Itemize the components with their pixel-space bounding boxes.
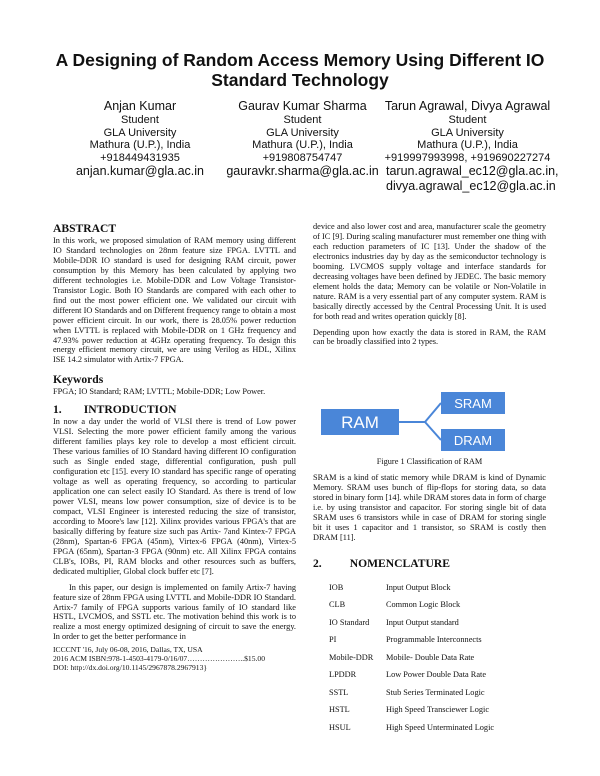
abbr-cell: LPDDR [329,670,357,680]
author-location: Mathura (U.P.), India [89,139,191,152]
abbr-cell: Mobile-DDR [329,652,374,662]
meaning-cell: Input Output standard [386,617,459,627]
meaning-cell: Programmable Interconnects [386,635,482,645]
table-row [329,649,494,667]
author-location: Mathura (U.P.), India [252,139,353,152]
author-email[interactable]: tarun.agrawal_ec12@gla.ac.in, [386,164,559,179]
meaning-cell: Mobile- Double Data Rate [386,652,475,662]
meaning-cell: Stub Series Terminated Logic [386,687,485,697]
ram-diagram [313,355,546,455]
author-phone: +918449431935 [100,151,180,164]
author-university: GLA University [103,126,177,139]
keywords-text: FPGA; IO Standard; RAM; LVTTL; Mobile-DDR; Low Power. [53,387,266,397]
nomenclature-table [329,579,494,737]
abbr-cell: PI [329,635,337,645]
section-title: NOMENCLATURE [349,557,450,571]
sram-node-label: SRAM [454,396,492,412]
abbr-cell: CLB [329,600,346,610]
author-phone: +919997993998, +919690227274 [384,151,551,164]
author-university: GLA University [266,126,339,139]
footnote-line: 2016 ACM ISBN:978-1-4503-4179-0/16/07…………………..$15.00 [53,654,265,664]
meaning-cell: Common Logic Block [386,600,461,610]
abbr-cell: HSTL [329,705,350,715]
intro-paragraph: In this paper, our design is implemented on family Artix-7 having feature size of 28nm FPGA using LVTTL and Mobile-DDR IO Standard. Artix-7 family of FPGA supports various family of IO standard like HSTL, LVCMOS, and SSTL etc. The motivation behind this work is to realize a most energy optimized designing of circuit to save the energy. In order to get the better performance in [53,582,296,642]
left-column [53,222,296,672]
abstract-heading: ABSTRACT [53,222,117,235]
author-name: Anjan Kumar [103,99,177,113]
table-row [329,719,494,737]
table-row [329,597,494,615]
abbr-cell: IOB [329,582,344,592]
table-row [329,667,494,685]
ram-classification-figure [313,355,546,455]
author-email[interactable]: anjan.kumar@gla.ac.in [75,164,205,179]
meaning-cell: Input Output Block [386,582,451,592]
table-row [329,702,494,720]
author-location: Mathura (U.P.), India [417,139,518,152]
table-row [329,632,494,650]
footnote [53,645,296,672]
table-row [329,684,494,702]
author-role: Student [283,114,322,126]
author-block-2 [220,99,385,179]
footnote-line: ICCCNT '16, July 06-08, 2016, Dallas, TX, USA [53,645,203,655]
body-paragraph: Depending upon how exactly the data is stored in RAM, the RAM can be broadly classified into 2 types. [313,327,546,347]
section-number: 1. [53,403,62,417]
connector-line [425,403,441,422]
author-name: Tarun Agrawal, Divya Agrawal [384,99,551,113]
table-row [329,579,494,597]
author-email[interactable]: gauravkr.sharma@gla.ac.in [226,164,379,179]
paper-title: A Designing of Random Access Memory Using Different IO Standard Technology [55,50,545,90]
body-paragraph: device and also lower cost and area, manufacturer scale the geometry of IC [9]. During scaling manufacturer must remember one thing with each reduction parameters of IC [13]. Under the shadow of the electronics industries day by day as the semiconductor technology is booming. LVCMOS supply voltage and interface standards for decreasing voltages have been defined by JEDEC. The basic memory element holds the data; Memory can be volatile or Non-Volatile in nature. RAM is a very essential part of any computer system. RAM is basically directly accessed by the Central Processing Unit. It is used for both read and writes operation quickly [8]. [313,222,546,321]
body-paragraph: SRAM is a kind of static memory while DRAM is kind of Dynamic Memory. SRAM uses bunch of flip-flops for storing data, so data stored in binary form [14]. while DRAM stores data in form of charge i.e. by using transistor and capacitor. For storing single bit of data SRAM uses 6 transistors while in case of DRAM for storing single bit it uses 1 capacitor and 1 transistor, so SRAM is costly then DRAM [11]. [313,473,546,543]
abbr-cell: HSUL [329,722,351,732]
author-university: GLA University [431,126,504,139]
abbr-cell: IO Standard [329,617,370,627]
keywords-heading: Keywords [53,373,104,387]
intro-paragraph: In now a day under the world of VLSI there is trend of Low power VLSI. Selecting the more power efficient family among the various different families plays key role to develop a most efficient circuit. These various families of IO Standard having different IO configuration such as Single ended stage, differential configuration, push pull configuration etc [15]. every IO standard has specific range of operating voltage as well as operating frequency, so according to particular application one can select easily IO Standard. As there is trend of low power VLSI, means low power consumption, size of device is to be compact, VLSI Engineer is interested reducing the size of transistor, according to Moore's law [12]. Xilinx provides various FPGA's that are basically differing by feature size such pas Artix- 7and Kintex-7 FPGA (28nm), Spartan-6 FPGA (45nm), Virtex-6 FPGA (40nm), Virtex-5 FPGA (65nm), Spartan-3 FPGA (90nm) etc. All Xilinx FPGA contains CLB's, IOBs, PI, RAM blocks and other resources such as buffers, dedicated multiplier, Global clock buffer etc [7]. [53,417,296,576]
abstract-text: In this work, we proposed simulation of RAM memory using different IO Standard technologies on 28nm feature size FPGA. LVTTL and Mobile-DDR IO standard is used for designing RAM circuit, power consumption by this Memory has been calculated by applying two different technologies i.e. Mobile-DDR and Low Voltage Transistor- Transistor Logic. Both IO Standards are compared with each other to find out the most power efficient one. We validated our circuit with different IO Standards and on Different frequency range to obtain a most power efficient circuit. In our work, there is 28.05% power reduction when LVTTL is replaced with Mobile-DDR on 1 GHz frequency and 47.93% power reduction at 4GHz operating frequency. To design this energy efficient memory circuit, we are using Verilog as HDL, Xilinx ISE 14.2 simulator with Artix-7 FPGA. [53,236,296,365]
author-email[interactable]: divya.agrawal_ec12@gla.ac.in [386,179,556,194]
abbr-cell: SSTL [329,687,349,697]
connector-line [425,422,441,440]
nomenclature-heading [313,557,546,571]
introduction-heading [53,403,296,417]
table-row [329,614,494,632]
footnote-line: DOI: http://dx.doi.org/10.1145/2967878.2967913} [53,663,208,673]
section-title: INTRODUCTION [83,403,177,417]
ram-node-label: RAM [341,413,379,433]
author-role: Student [448,114,487,126]
figure-caption: Figure 1 Classification of RAM [376,457,483,467]
author-name: Gaurav Kumar Sharma [238,99,367,113]
meaning-cell: High Speed Unterminated Logic [386,722,495,732]
dram-node-label: DRAM [453,433,493,449]
meaning-cell: Low Power Double Data Rate [386,670,486,680]
right-column [313,222,546,737]
author-role: Student [121,114,159,126]
meaning-cell: High Speed Transciewer Logic [386,705,490,715]
author-phone: +919808754747 [262,151,343,164]
author-block-1 [60,99,220,179]
section-number: 2. [313,557,322,571]
author-block-3 [380,99,559,194]
